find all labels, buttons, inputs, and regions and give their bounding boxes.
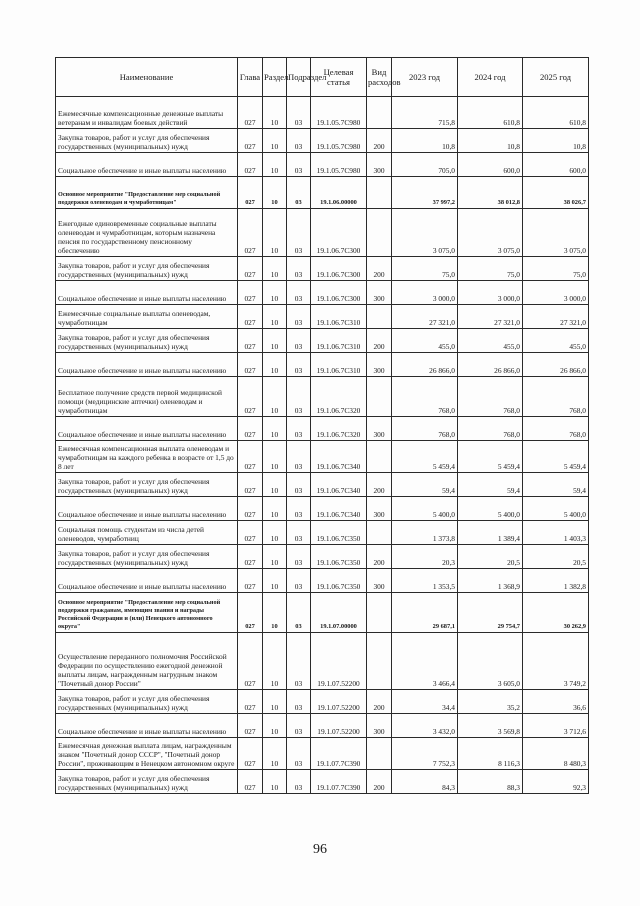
- row-razdel-cell: 10: [263, 97, 287, 129]
- row-expense-type-cell: [367, 97, 392, 129]
- row-expense-type-cell: [367, 209, 392, 257]
- row-razdel-cell: 10: [263, 545, 287, 569]
- row-expense-type-cell: [367, 593, 392, 633]
- row-2025-cell: 3 712,6: [523, 714, 589, 738]
- row-target-article-cell: 19.1.06.7С350: [311, 545, 367, 569]
- row-2024-cell: 29 754,7: [458, 593, 523, 633]
- row-razdel-cell: 10: [263, 153, 287, 177]
- row-razdel-cell: 10: [263, 305, 287, 329]
- row-expense-type-cell: [367, 441, 392, 473]
- row-target-article-cell: 19.1.07.7С390: [311, 738, 367, 770]
- row-podrazdel-cell: 03: [287, 177, 311, 209]
- row-target-article-cell: 19.1.07.7С390: [311, 770, 367, 794]
- row-glava-cell: 027: [238, 177, 263, 209]
- row-name-cell: Ежемесячные социальные выплаты оленеводам, чумработницам: [56, 305, 238, 329]
- row-name-cell: Закупка товаров, работ и услуг для обеспечения государственных (муниципальных) нужд: [56, 473, 238, 497]
- row-2024-cell: 1 389,4: [458, 521, 523, 545]
- row-name-cell: Социальная помощь студентам из числа детей оленеводов, чумработниц: [56, 521, 238, 545]
- table-row: [56, 417, 589, 441]
- row-2025-cell: 75,0: [523, 257, 589, 281]
- row-razdel-cell: 10: [263, 417, 287, 441]
- row-target-article-cell: 19.1.06.7С310: [311, 305, 367, 329]
- table-header-row: [56, 58, 589, 97]
- row-2023-cell: 5 459,4: [392, 441, 458, 473]
- row-2024-cell: 610,8: [458, 97, 523, 129]
- row-glava-cell: 027: [238, 329, 263, 353]
- row-2023-cell: 705,0: [392, 153, 458, 177]
- row-glava-cell: 027: [238, 545, 263, 569]
- row-glava-cell: 027: [238, 129, 263, 153]
- row-2024-cell: 600,0: [458, 153, 523, 177]
- row-expense-type-cell: 300: [367, 417, 392, 441]
- row-glava-cell: 027: [238, 521, 263, 545]
- row-2024-cell: 768,0: [458, 417, 523, 441]
- row-2024-cell: 59,4: [458, 473, 523, 497]
- row-target-article-cell: 19.1.07.52200: [311, 690, 367, 714]
- row-podrazdel-cell: 03: [287, 209, 311, 257]
- row-2023-cell: 1 353,5: [392, 569, 458, 593]
- row-2024-cell: 3 569,8: [458, 714, 523, 738]
- row-2023-cell: 10,8: [392, 129, 458, 153]
- row-glava-cell: 027: [238, 377, 263, 417]
- row-expense-type-cell: 300: [367, 153, 392, 177]
- row-name-cell: Социальное обеспечение и иные выплаты населению: [56, 714, 238, 738]
- row-2025-cell: 1 403,3: [523, 521, 589, 545]
- row-razdel-cell: 10: [263, 281, 287, 305]
- row-glava-cell: 027: [238, 569, 263, 593]
- row-expense-type-cell: [367, 177, 392, 209]
- row-2023-cell: 84,3: [392, 770, 458, 794]
- row-razdel-cell: 10: [263, 714, 287, 738]
- row-expense-type-cell: 200: [367, 257, 392, 281]
- row-2023-cell: 37 997,2: [392, 177, 458, 209]
- row-podrazdel-cell: 03: [287, 441, 311, 473]
- row-2024-cell: 10,8: [458, 129, 523, 153]
- row-podrazdel-cell: 03: [287, 473, 311, 497]
- row-2024-cell: 3 605,0: [458, 633, 523, 690]
- row-2024-cell: 27 321,0: [458, 305, 523, 329]
- row-2024-cell: 1 368,9: [458, 569, 523, 593]
- row-name-cell: Закупка товаров, работ и услуг для обеспечения государственных (муниципальных) нужд: [56, 329, 238, 353]
- row-name-cell: Социальное обеспечение и иные выплаты населению: [56, 417, 238, 441]
- row-2025-cell: 27 321,0: [523, 305, 589, 329]
- table-row: [56, 738, 589, 770]
- row-2025-cell: 5 400,0: [523, 497, 589, 521]
- row-glava-cell: 027: [238, 441, 263, 473]
- row-razdel-cell: 10: [263, 690, 287, 714]
- row-2025-cell: 3 000,0: [523, 281, 589, 305]
- row-expense-type-cell: 200: [367, 129, 392, 153]
- row-podrazdel-cell: 03: [287, 633, 311, 690]
- row-2025-cell: 10,8: [523, 129, 589, 153]
- row-razdel-cell: 10: [263, 257, 287, 281]
- row-expense-type-cell: 200: [367, 770, 392, 794]
- row-razdel-cell: 10: [263, 129, 287, 153]
- row-2024-cell: 26 866,0: [458, 353, 523, 377]
- row-2023-cell: 34,4: [392, 690, 458, 714]
- row-expense-type-cell: [367, 633, 392, 690]
- table-row: [56, 473, 589, 497]
- row-target-article-cell: 19.1.06.7С300: [311, 281, 367, 305]
- table-row: [56, 633, 589, 690]
- row-2023-cell: 7 752,3: [392, 738, 458, 770]
- table-row: [56, 497, 589, 521]
- row-podrazdel-cell: 03: [287, 153, 311, 177]
- row-target-article-cell: 19.1.06.7С340: [311, 497, 367, 521]
- row-2023-cell: 26 866,0: [392, 353, 458, 377]
- row-glava-cell: 027: [238, 770, 263, 794]
- row-expense-type-cell: 200: [367, 329, 392, 353]
- row-podrazdel-cell: 03: [287, 417, 311, 441]
- row-podrazdel-cell: 03: [287, 738, 311, 770]
- table-row: [56, 441, 589, 473]
- row-target-article-cell: 19.1.06.7С350: [311, 521, 367, 545]
- row-glava-cell: 027: [238, 714, 263, 738]
- row-target-article-cell: 19.1.06.7С310: [311, 353, 367, 377]
- row-podrazdel-cell: 03: [287, 129, 311, 153]
- row-expense-type-cell: [367, 305, 392, 329]
- row-podrazdel-cell: 03: [287, 329, 311, 353]
- row-2024-cell: 8 116,3: [458, 738, 523, 770]
- row-name-cell: Ежегодные единовременные социальные выплаты оленеводам и чумработницам, которым назначена пенсия по государственному пенсионному обеспечению: [56, 209, 238, 257]
- table-row: [56, 714, 589, 738]
- row-2024-cell: 20,5: [458, 545, 523, 569]
- row-2025-cell: 30 262,9: [523, 593, 589, 633]
- row-expense-type-cell: 200: [367, 473, 392, 497]
- table-row: [56, 593, 589, 633]
- row-2025-cell: 1 382,8: [523, 569, 589, 593]
- row-podrazdel-cell: 03: [287, 377, 311, 417]
- row-2023-cell: 3 000,0: [392, 281, 458, 305]
- table-row: [56, 545, 589, 569]
- row-2024-cell: 88,3: [458, 770, 523, 794]
- row-name-cell: Закупка товаров, работ и услуг для обеспечения государственных (муниципальных) нужд: [56, 129, 238, 153]
- row-name-cell: Осуществление переданного полномочия Российской Федерации по осуществлению ежегодной денежной выплаты лицам, награжденным нагрудным знаком "Почетный донор России": [56, 633, 238, 690]
- row-2025-cell: 26 866,0: [523, 353, 589, 377]
- row-podrazdel-cell: 03: [287, 497, 311, 521]
- table-row: [56, 770, 589, 794]
- row-2023-cell: 3 075,0: [392, 209, 458, 257]
- row-razdel-cell: 10: [263, 473, 287, 497]
- column-header-glava: Глава: [238, 58, 263, 97]
- row-expense-type-cell: [367, 738, 392, 770]
- row-glava-cell: 027: [238, 353, 263, 377]
- row-glava-cell: 027: [238, 305, 263, 329]
- table-row: [56, 329, 589, 353]
- row-expense-type-cell: 300: [367, 714, 392, 738]
- row-podrazdel-cell: 03: [287, 521, 311, 545]
- row-glava-cell: 027: [238, 473, 263, 497]
- row-podrazdel-cell: 03: [287, 770, 311, 794]
- row-podrazdel-cell: 03: [287, 353, 311, 377]
- table-row: [56, 521, 589, 545]
- row-2023-cell: 75,0: [392, 257, 458, 281]
- row-name-cell: Бесплатное получение средств первой медицинской помощи (медицинские аптечки) оленеводам и чумработницам: [56, 377, 238, 417]
- row-podrazdel-cell: 03: [287, 305, 311, 329]
- row-glava-cell: 027: [238, 497, 263, 521]
- row-name-cell: Социальное обеспечение и иные выплаты населению: [56, 153, 238, 177]
- row-2025-cell: 3 749,2: [523, 633, 589, 690]
- row-podrazdel-cell: 03: [287, 97, 311, 129]
- table-row: [56, 257, 589, 281]
- row-2025-cell: 5 459,4: [523, 441, 589, 473]
- row-razdel-cell: 10: [263, 353, 287, 377]
- table-row: [56, 690, 589, 714]
- page-number: 96: [313, 842, 327, 857]
- row-razdel-cell: 10: [263, 377, 287, 417]
- row-razdel-cell: 10: [263, 521, 287, 545]
- row-2025-cell: 3 075,0: [523, 209, 589, 257]
- row-2025-cell: 20,5: [523, 545, 589, 569]
- row-2024-cell: 75,0: [458, 257, 523, 281]
- row-2024-cell: 5 459,4: [458, 441, 523, 473]
- row-target-article-cell: 19.1.06.7С340: [311, 441, 367, 473]
- row-podrazdel-cell: 03: [287, 593, 311, 633]
- row-razdel-cell: 10: [263, 738, 287, 770]
- row-name-cell: Закупка товаров, работ и услуг для обеспечения государственных (муниципальных) нужд: [56, 545, 238, 569]
- row-razdel-cell: 10: [263, 497, 287, 521]
- row-target-article-cell: 19.1.06.7С320: [311, 377, 367, 417]
- row-name-cell: Ежемесячная денежная выплата лицам, награжденным знаком "Почетный донор СССР", "Почетный донор России", проживающим в Ненецком автономном округе: [56, 738, 238, 770]
- row-name-cell: Закупка товаров, работ и услуг для обеспечения государственных (муниципальных) нужд: [56, 770, 238, 794]
- row-glava-cell: 027: [238, 738, 263, 770]
- row-target-article-cell: 19.1.06.7С300: [311, 209, 367, 257]
- row-name-cell: Закупка товаров, работ и услуг для обеспечения государственных (муниципальных) нужд: [56, 257, 238, 281]
- row-name-cell: Ежемесячные компенсационные денежные выплаты ветеранам и инвалидам боевых действий: [56, 97, 238, 129]
- row-2024-cell: 3 000,0: [458, 281, 523, 305]
- table-row: [56, 209, 589, 257]
- row-razdel-cell: 10: [263, 329, 287, 353]
- row-name-cell: Ежемесячная компенсационная выплата оленеводам и чумработницам на каждого ребенка в возрасте от 1,5 до 8 лет: [56, 441, 238, 473]
- row-2025-cell: 768,0: [523, 417, 589, 441]
- row-target-article-cell: 19.1.06.7С300: [311, 257, 367, 281]
- row-2024-cell: 38 012,8: [458, 177, 523, 209]
- row-glava-cell: 027: [238, 690, 263, 714]
- row-expense-type-cell: 200: [367, 690, 392, 714]
- table-row: [56, 97, 589, 129]
- row-target-article-cell: 19.1.06.7С340: [311, 473, 367, 497]
- row-razdel-cell: 10: [263, 593, 287, 633]
- row-podrazdel-cell: 03: [287, 690, 311, 714]
- row-glava-cell: 027: [238, 97, 263, 129]
- row-glava-cell: 027: [238, 593, 263, 633]
- row-2023-cell: 715,8: [392, 97, 458, 129]
- row-podrazdel-cell: 03: [287, 545, 311, 569]
- row-glava-cell: 027: [238, 209, 263, 257]
- row-2025-cell: 38 026,7: [523, 177, 589, 209]
- row-2024-cell: 35,2: [458, 690, 523, 714]
- row-razdel-cell: 10: [263, 209, 287, 257]
- row-name-cell: Основное мероприятие "Предоставление мер социальной поддержки оленеводам и чумработницам": [56, 177, 238, 209]
- row-target-article-cell: 19.1.06.7С320: [311, 417, 367, 441]
- column-header-expense-type: Вид расходов: [367, 58, 392, 97]
- column-header-2025: 2025 год: [523, 58, 589, 97]
- row-razdel-cell: 10: [263, 441, 287, 473]
- row-2024-cell: 455,0: [458, 329, 523, 353]
- row-2024-cell: 3 075,0: [458, 209, 523, 257]
- row-target-article-cell: 19.1.07.52200: [311, 714, 367, 738]
- row-2025-cell: 59,4: [523, 473, 589, 497]
- row-podrazdel-cell: 03: [287, 257, 311, 281]
- row-2025-cell: 8 480,3: [523, 738, 589, 770]
- row-2025-cell: 36,6: [523, 690, 589, 714]
- row-expense-type-cell: 300: [367, 353, 392, 377]
- row-razdel-cell: 10: [263, 633, 287, 690]
- row-glava-cell: 027: [238, 417, 263, 441]
- row-2023-cell: 20,3: [392, 545, 458, 569]
- row-2023-cell: 1 373,8: [392, 521, 458, 545]
- row-2025-cell: 455,0: [523, 329, 589, 353]
- row-2024-cell: 768,0: [458, 377, 523, 417]
- column-header-podrazdel: Подраздел: [287, 58, 311, 97]
- row-glava-cell: 027: [238, 281, 263, 305]
- row-name-cell: Социальное обеспечение и иные выплаты населению: [56, 281, 238, 305]
- row-expense-type-cell: [367, 377, 392, 417]
- row-razdel-cell: 10: [263, 177, 287, 209]
- column-header-2024: 2024 год: [458, 58, 523, 97]
- table-row: [56, 177, 589, 209]
- column-header-2023: 2023 год: [392, 58, 458, 97]
- row-razdel-cell: 10: [263, 770, 287, 794]
- row-2023-cell: 3 432,0: [392, 714, 458, 738]
- row-expense-type-cell: [367, 521, 392, 545]
- row-2023-cell: 59,4: [392, 473, 458, 497]
- row-2023-cell: 27 321,0: [392, 305, 458, 329]
- row-2023-cell: 3 466,4: [392, 633, 458, 690]
- table-body: [56, 97, 589, 794]
- row-podrazdel-cell: 03: [287, 569, 311, 593]
- row-2023-cell: 5 400,0: [392, 497, 458, 521]
- table-row: [56, 377, 589, 417]
- row-name-cell: Социальное обеспечение и иные выплаты населению: [56, 497, 238, 521]
- row-target-article-cell: 19.1.05.7С980: [311, 153, 367, 177]
- row-podrazdel-cell: 03: [287, 714, 311, 738]
- row-target-article-cell: 19.1.07.00000: [311, 593, 367, 633]
- row-podrazdel-cell: 03: [287, 281, 311, 305]
- table-row: [56, 153, 589, 177]
- row-razdel-cell: 10: [263, 569, 287, 593]
- row-2025-cell: 92,3: [523, 770, 589, 794]
- row-glava-cell: 027: [238, 633, 263, 690]
- column-header-name: Наименование: [56, 58, 238, 97]
- row-target-article-cell: 19.1.06.00000: [311, 177, 367, 209]
- row-expense-type-cell: 300: [367, 569, 392, 593]
- table-row: [56, 353, 589, 377]
- row-glava-cell: 027: [238, 257, 263, 281]
- column-header-target-article: Целевая статья: [311, 58, 367, 97]
- table-row: [56, 129, 589, 153]
- row-glava-cell: 027: [238, 153, 263, 177]
- table-row: [56, 281, 589, 305]
- row-expense-type-cell: 200: [367, 545, 392, 569]
- row-target-article-cell: 19.1.05.7С980: [311, 97, 367, 129]
- row-2024-cell: 5 400,0: [458, 497, 523, 521]
- row-2023-cell: 455,0: [392, 329, 458, 353]
- table-row: [56, 569, 589, 593]
- table-row: [56, 305, 589, 329]
- row-expense-type-cell: 300: [367, 497, 392, 521]
- row-2025-cell: 768,0: [523, 377, 589, 417]
- row-2025-cell: 610,8: [523, 97, 589, 129]
- row-target-article-cell: 19.1.06.7С310: [311, 329, 367, 353]
- row-2025-cell: 600,0: [523, 153, 589, 177]
- column-header-razdel: Раздел: [263, 58, 287, 97]
- row-name-cell: Основное мероприятие "Предоставление мер социальной поддержки гражданам, имеющим звания и награды Российской Федерации и (или) Ненецкого автономного округа": [56, 593, 238, 633]
- row-name-cell: Социальное обеспечение и иные выплаты населению: [56, 353, 238, 377]
- row-name-cell: Социальное обеспечение и иные выплаты населению: [56, 569, 238, 593]
- budget-table: [55, 57, 589, 794]
- row-target-article-cell: 19.1.05.7С980: [311, 129, 367, 153]
- row-target-article-cell: 19.1.07.52200: [311, 633, 367, 690]
- row-name-cell: Закупка товаров, работ и услуг для обеспечения государственных (муниципальных) нужд: [56, 690, 238, 714]
- row-2023-cell: 768,0: [392, 377, 458, 417]
- row-2023-cell: 29 687,1: [392, 593, 458, 633]
- row-target-article-cell: 19.1.06.7С350: [311, 569, 367, 593]
- row-expense-type-cell: 300: [367, 281, 392, 305]
- row-2023-cell: 768,0: [392, 417, 458, 441]
